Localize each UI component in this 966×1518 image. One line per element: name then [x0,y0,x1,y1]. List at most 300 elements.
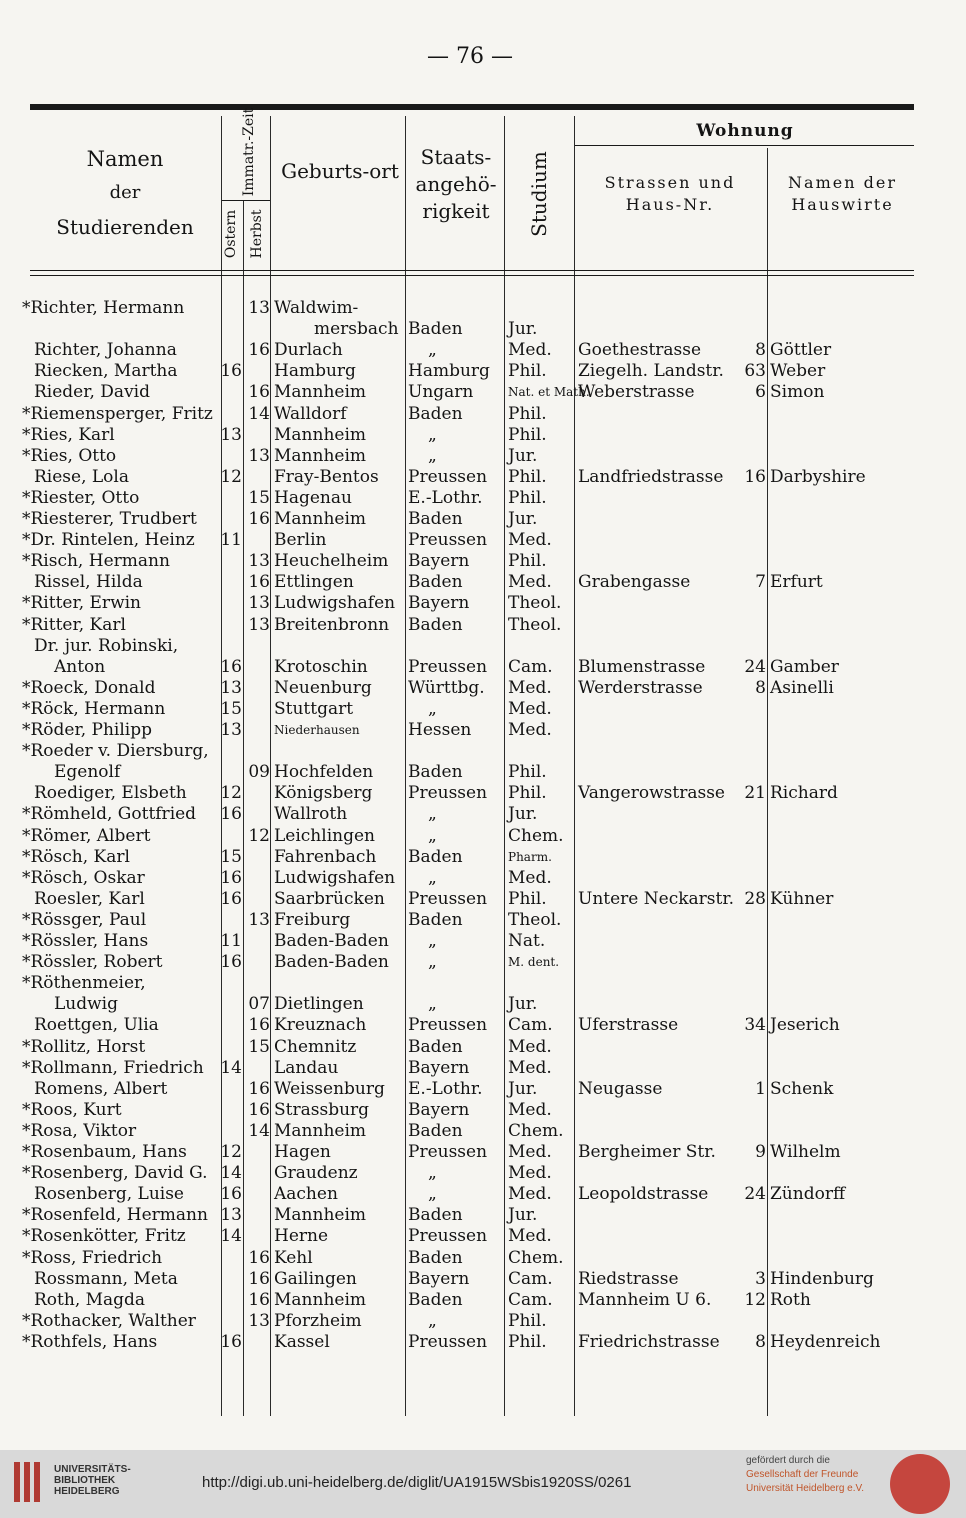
cell-geb: Baden-Baden [274,952,389,973]
table-row [0,319,966,340]
cell-geb: Dietlingen [274,994,364,1015]
cell-stu: Med. [508,572,552,593]
cell-h: 16 [248,1078,270,1099]
cell-stu: Med. [508,1184,552,1205]
cell-o: 14 [220,1226,242,1247]
cell-h: 13 [248,551,270,572]
university-seal-icon [890,1454,950,1514]
cell-wirt: Heydenreich [770,1331,881,1352]
cell-geb: Fray-Bentos [274,466,379,487]
table-row [0,952,966,973]
cell-wirt: Darbyshire [770,466,866,487]
table-row [0,615,966,636]
cell-h: 09 [248,762,270,783]
cell-geb: Hochfelden [274,762,374,783]
cell-o: 16 [220,804,242,825]
cell-st: Bayern [408,593,470,614]
cell-st: Preussen [408,466,488,487]
cell-stu: Jur. [508,994,538,1015]
cell-geb: Pforzheim [274,1310,362,1331]
cell-o: 13 [220,677,242,698]
cell-geb: Aachen [274,1184,338,1205]
cell-h: 13 [248,298,270,318]
cell-stu: Med. [508,530,552,551]
cell-nr: 28 [744,888,766,909]
cell-nr: 1 [755,1078,766,1099]
cell-st: E.-Lothr. [408,1078,483,1099]
cell-stu: Med. [508,1142,552,1162]
cell-st: Baden [408,1036,463,1057]
table-row [0,657,966,678]
top-rule [30,104,914,110]
cell-o: 15 [220,698,242,719]
cell-geb: Breitenbronn [274,614,390,635]
cell-st: „ [428,952,437,973]
cell-h: 15 [248,487,270,508]
table-row [0,425,966,446]
cell-geb: Saarbrücken [274,888,385,909]
table-row [0,762,966,783]
cell-st: Baden [408,909,463,930]
cell-st: Preussen [408,783,488,804]
table-row [0,382,966,403]
cell-name: Rieder, David [34,382,150,403]
table-row [0,826,966,847]
cell-str: Leopoldstrasse [578,1184,709,1205]
cell-name: Egenolf [54,762,121,783]
cell-st: Baden [408,319,463,340]
cell-st: „ [428,1310,437,1331]
table-row [0,488,966,509]
cell-geb: Krotoschin [274,656,368,677]
cell-geb: Ludwigshafen [274,867,396,888]
cell-name: Riecken, Martha [34,361,178,382]
cell-geb: Fahrenbach [274,846,377,867]
cell-o: 11 [220,530,242,551]
table-row [0,551,966,572]
cell-name: *Röck, Hermann [22,698,166,719]
cell-st: Bayern [408,1099,470,1120]
cell-h: 13 [248,445,270,466]
cell-name: *Rollitz, Horst [22,1036,146,1057]
table-row [0,931,966,952]
cell-str: Bergheimer Str. [578,1142,716,1162]
cell-nr: 9 [755,1142,766,1162]
cell-stu: Theol. [508,909,562,930]
cell-str: Weberstrasse [578,382,695,403]
table-row [0,1248,966,1269]
cell-geb: Walldorf [274,403,347,424]
cell-stu: Jur. [508,319,538,340]
cell-st: Bayern [408,551,470,572]
cell-name: *Ries, Karl [22,424,115,445]
cell-stu: Phil. [508,888,547,909]
table-row [0,1226,966,1247]
cell-stu: Phil. [508,424,547,445]
cell-o: 12 [220,1142,242,1162]
cell-h: 07 [248,994,270,1015]
cell-h: 16 [248,1247,270,1268]
cell-h: 13 [248,909,270,930]
cell-geb: Graudenz [274,1163,358,1184]
document-url[interactable]: http://digi.ub.uni-heidelberg.de/diglit/UA1915WSbis1920SS/0261 [202,1474,632,1491]
cell-wirt: Gamber [770,656,839,677]
cell-str: Neugasse [578,1078,663,1099]
cell-o: 13 [220,1205,242,1226]
table-row [0,889,966,910]
table-row [0,636,966,657]
table-row [0,404,966,425]
cell-name: *Riesterer, Trudbert [22,509,197,529]
cell-h: 16 [248,1015,270,1036]
cell-wirt: Roth [770,1289,811,1310]
cell-h: 16 [248,1099,270,1120]
cell-o: 16 [220,361,242,382]
cell-wirt: Jeserich [770,1015,840,1036]
cell-h: 13 [248,593,270,614]
cell-stu: Med. [508,1036,552,1057]
header-wohnung: Wohnung [696,121,794,141]
cell-st: Preussen [408,888,488,909]
cell-stu: Cam. [508,1268,553,1289]
cell-st: Bayern [408,1268,470,1289]
table-row [0,1037,966,1058]
cell-h: 14 [248,403,270,424]
cell-name: *Römheld, Gottfried [22,804,197,825]
cell-o: 15 [220,846,242,867]
sponsor-block: gefördert durch die Gesellschaft der Freunde Universität Heidelberg e.V. [746,1455,865,1494]
table-row [0,678,966,699]
cell-str: Werderstrasse [578,677,703,698]
footer-bar [0,1450,966,1518]
cell-st: „ [428,424,437,445]
cell-wirt: Hindenburg [770,1268,874,1289]
cell-geb: Mannheim [274,509,367,529]
library-name: UNIVERSITÄTS- BIBLIOTHEK HEIDELBERG [54,1464,131,1497]
cell-h: 16 [248,1289,270,1310]
table-row [0,340,966,361]
cell-nr: 8 [755,340,766,361]
cell-stu: Cam. [508,656,553,677]
header-staatsangehoerigkeit: Staats-angehö-rigkeit [415,145,497,223]
cell-stu: Phil. [508,1310,547,1331]
cell-name: *Rössler, Robert [22,952,163,973]
cell-str: Landfriedstrasse [578,466,724,487]
cell-stu: Med. [508,867,552,888]
cell-stu: Cam. [508,1015,553,1036]
cell-stu: Chem. [508,1120,564,1141]
cell-st: Hamburg [408,361,490,382]
cell-st: Baden [408,403,463,424]
cell-name: Anton [54,656,106,677]
cell-name: Dr. jur. Robinski, [34,635,179,656]
cell-geb: Freiburg [274,909,351,930]
cell-name: Richter, Johanna [34,340,177,361]
cell-st: Baden [408,1205,463,1226]
cell-name: *Rosenberg, David G. [22,1163,208,1184]
cell-name: Ludwig [54,994,118,1015]
cell-str: Vangerowstrasse [578,783,725,804]
cell-geb: Leichlingen [274,825,375,846]
cell-stu: Phil. [508,551,547,572]
table-row [0,699,966,720]
cell-stu: Jur. [508,509,538,529]
cell-geb: Stuttgart [274,698,354,719]
cell-geb: Landau [274,1057,339,1078]
cell-o: 14 [220,1163,242,1184]
cell-geb: Waldwim- [274,298,359,318]
cell-st: Preussen [408,1331,488,1352]
cell-wirt: Kühner [770,888,834,909]
cell-stu: Med. [508,1099,552,1120]
table-row [0,509,966,530]
cell-stu: Med. [508,698,552,719]
table-row [0,1015,966,1036]
cell-wirt: Zündorff [770,1184,846,1205]
cell-name: *Rösch, Oskar [22,867,145,888]
cell-geb: Mannheim [274,1120,367,1141]
cell-o: 13 [220,424,242,445]
cell-o: 16 [220,952,242,973]
cell-nr: 12 [744,1289,766,1310]
cell-geb: Heuchelheim [274,551,389,572]
cell-stu: Jur. [508,445,538,466]
cell-stu: Cam. [508,1289,553,1310]
table-row [0,446,966,467]
cell-nr: 8 [755,677,766,698]
cell-o: 16 [220,1184,242,1205]
cell-wirt: Simon [770,382,825,403]
cell-stu: Med. [508,677,552,698]
cell-h: 13 [248,1310,270,1331]
header-namen: Namen der Studierenden [56,147,194,239]
cell-h: 16 [248,1268,270,1289]
cell-str: Blumenstrasse [578,656,706,677]
cell-stu: Med. [508,340,552,361]
table-row [0,973,966,994]
table-row [0,720,966,741]
cell-h: 13 [248,614,270,635]
cell-name: *Roos, Kurt [22,1099,122,1120]
cell-str: Untere Neckarstr. [578,888,734,909]
cell-nr: 7 [755,572,766,593]
table-row [0,741,966,762]
cell-st: E.-Lothr. [408,487,483,508]
cell-name: Romens, Albert [34,1078,168,1099]
cell-name: *Römer, Albert [22,825,151,846]
cell-str: Goethestrasse [578,340,702,361]
cell-st: „ [428,1163,437,1184]
cell-stu: Jur. [508,804,538,825]
cell-stu: Theol. [508,614,562,635]
cell-o: 14 [220,1057,242,1078]
cell-stu: Jur. [508,1205,538,1226]
table-row [0,994,966,1015]
cell-name: *Rössger, Paul [22,909,147,930]
cell-st: Baden [408,846,463,867]
cell-st: „ [428,931,437,951]
cell-name: *Rollmann, Friedrich [22,1057,204,1078]
cell-o: 16 [220,656,242,677]
cell-stu: Phil. [508,466,547,487]
cell-stu: Chem. [508,1247,564,1268]
cell-name: *Riester, Otto [22,487,140,508]
table-row [0,868,966,889]
cell-geb: Neuenburg [274,677,372,698]
cell-geb: Wallroth [274,804,348,825]
cell-h: 16 [248,572,270,593]
cell-stu: Pharm. [508,849,552,864]
table-row [0,1121,966,1142]
cell-geb: Hagen [274,1142,331,1162]
cell-geb: Mannheim [274,424,367,445]
cell-st: Baden [408,1120,463,1141]
cell-nr: 63 [744,361,766,382]
cell-st: „ [428,445,437,466]
cell-st: Preussen [408,656,488,677]
table-row [0,1205,966,1226]
cell-geb: Berlin [274,530,327,551]
cell-stu: Phil. [508,1331,547,1352]
cell-name: Roesler, Karl [34,888,145,909]
cell-st: Baden [408,572,463,593]
cell-geb: Königsberg [274,783,373,804]
table-row [0,530,966,551]
cell-o: 16 [220,1331,242,1352]
cell-geb: Mannheim [274,382,367,403]
table-row [0,361,966,382]
cell-nr: 8 [755,1331,766,1352]
cell-name: Rossmann, Meta [34,1268,178,1289]
header-hauswirte: Namen der Hauswirte [788,173,897,214]
cell-name: *Ries, Otto [22,445,117,466]
cell-name: *Richter, Hermann [22,298,185,318]
header-ostern: Ostern [223,209,239,259]
cell-o: 11 [220,931,242,951]
cell-stu: Med. [508,720,552,740]
table-row [0,1100,966,1121]
cell-geb: Weissenburg [274,1078,385,1099]
cell-nr: 24 [744,1184,766,1205]
table-row [0,467,966,488]
cell-str: Riedstrasse [578,1268,679,1289]
cell-st: Bayern [408,1057,470,1078]
cell-geb: Ludwigshafen [274,593,396,614]
table-row [0,1184,966,1205]
table-row [0,593,966,614]
table-row [0,804,966,825]
table-row [0,298,966,319]
cell-name: Rosenberg, Luise [34,1184,184,1205]
cell-name: Riese, Lola [34,466,129,487]
table-row [0,847,966,868]
header-herbst: Herbst [249,209,265,259]
cell-geb: mersbach [314,319,399,340]
cell-wirt: Asinelli [770,677,834,698]
header-subrule [222,200,270,201]
cell-str: Grabengasse [578,572,691,593]
cell-o: 12 [220,783,242,804]
table-row [0,1290,966,1311]
cell-st: Preussen [408,1142,488,1162]
cell-stu: Nat. et Math. [508,385,590,400]
cell-st: Hessen [408,720,472,740]
cell-name: *Ross, Friedrich [22,1247,163,1268]
header-immatr-zeit: Immatr.-Zeit [241,107,257,197]
cell-geb: Mannheim [274,1205,367,1226]
cell-stu: Phil. [508,783,547,804]
cell-geb: Strassburg [274,1099,370,1120]
cell-h: 14 [248,1120,270,1141]
cell-stu: Phil. [508,403,547,424]
cell-stu: Med. [508,1163,552,1184]
cell-st: „ [428,1184,437,1205]
cell-nr: 6 [755,382,766,403]
cell-name: *Roeder v. Diersburg, [22,741,209,762]
cell-name: *Roeck, Donald [22,677,156,698]
cell-o: 16 [220,867,242,888]
cell-str: Friedrichstrasse [578,1331,720,1352]
cell-st: „ [428,698,437,719]
cell-stu: Phil. [508,762,547,783]
cell-st: „ [428,804,437,825]
table-row [0,1058,966,1079]
cell-wirt: Schenk [770,1078,834,1099]
cell-name: Rissel, Hilda [34,572,143,593]
cell-geb: Baden-Baden [274,931,389,951]
cell-geb: Hagenau [274,487,352,508]
cell-h: 16 [248,509,270,529]
cell-h: 15 [248,1036,270,1057]
cell-o: 12 [220,466,242,487]
cell-geb: Gailingen [274,1268,357,1289]
header-bottom-rule-2 [30,275,914,276]
cell-h: 16 [248,382,270,403]
cell-name: *Rosenbaum, Hans [22,1142,187,1162]
cell-name: *Röder, Philipp [22,720,153,740]
cell-name: *Ritter, Karl [22,614,126,635]
cell-wirt: Richard [770,783,838,804]
cell-geb: Mannheim [274,1289,367,1310]
page-number: — 76 — [427,44,513,69]
cell-geb: Mannheim [274,445,367,466]
cell-st: Baden [408,614,463,635]
cell-st: Ungarn [408,382,474,403]
wohnung-rule [575,145,914,146]
cell-name: *Ritter, Erwin [22,593,141,614]
cell-nr: 34 [744,1015,766,1036]
cell-st: Württbg. [408,677,485,698]
cell-geb: Niederhausen [274,723,360,737]
cell-st: „ [428,825,437,846]
cell-nr: 16 [744,466,766,487]
table-row [0,1142,966,1163]
table-row [0,1079,966,1100]
cell-h: 12 [248,825,270,846]
table-row [0,1332,966,1353]
cell-stu: Med. [508,1226,552,1247]
cell-geb: Hamburg [274,361,356,382]
cell-wirt: Wilhelm [770,1142,841,1162]
table-row [0,1311,966,1332]
table-row [0,783,966,804]
cell-st: „ [428,340,437,361]
header-geburtsort: Geburts-ort [281,159,399,183]
cell-name: Roth, Magda [34,1289,146,1310]
cell-geb: Durlach [274,340,343,361]
cell-name: Roediger, Elsbeth [34,783,187,804]
cell-stu: Phil. [508,487,547,508]
